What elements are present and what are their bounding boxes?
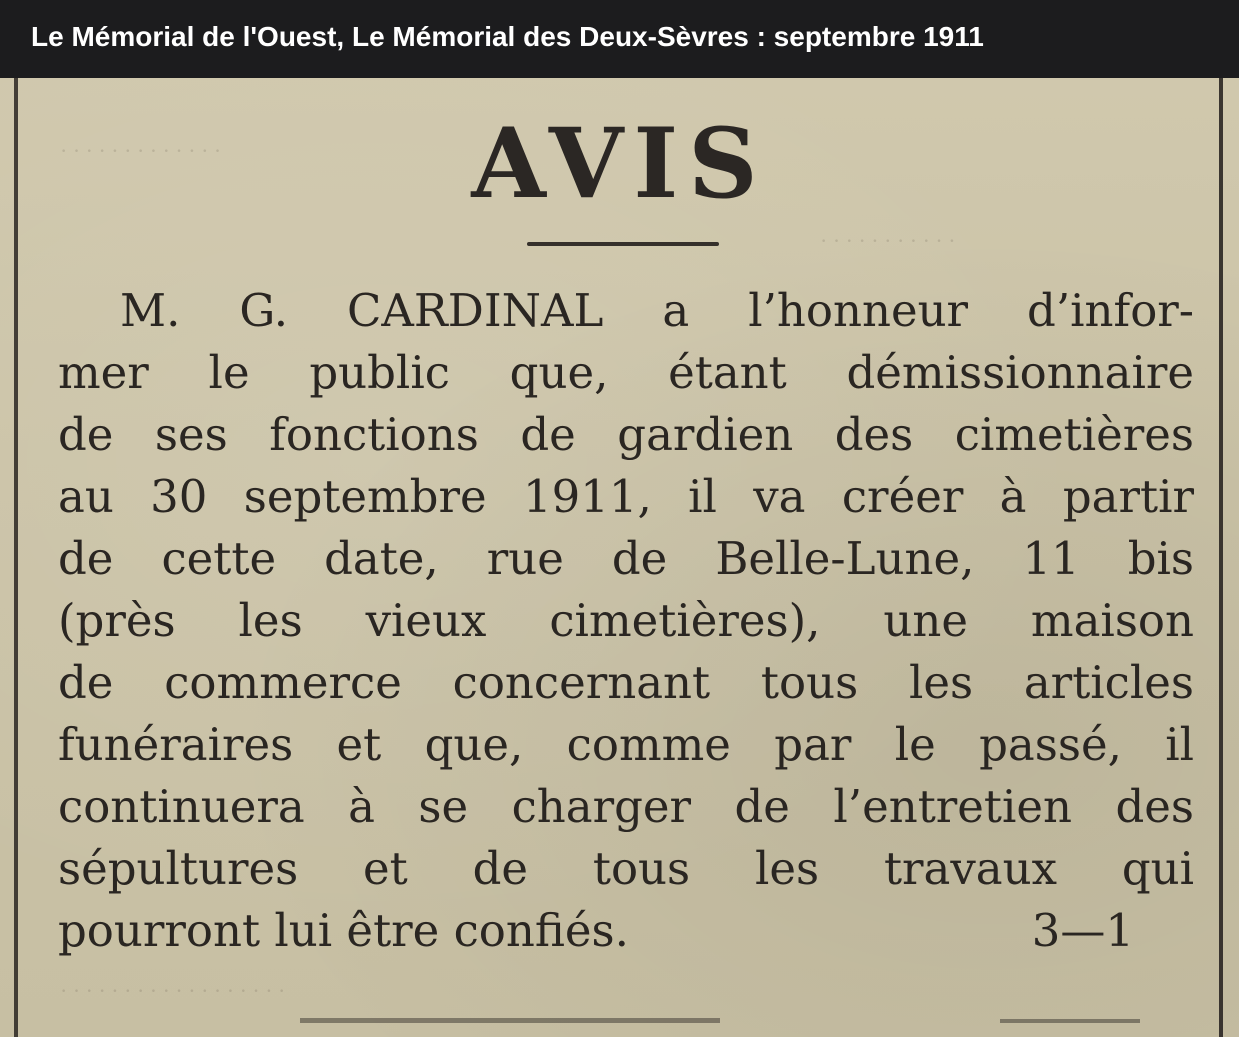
bleed-through-text: · · · · · · · · · · · · ·: [60, 138, 222, 163]
notice-line: (près les vieux cimetières), une maison: [58, 594, 1194, 647]
notice-line: sépultures et de tous les travaux qui: [58, 842, 1194, 895]
notice-line: de ses fonctions de gardien des cimetières: [58, 408, 1194, 461]
bleed-through-text: · · · · · · · · · · · · · · · · · ·: [60, 978, 286, 1003]
notice-line: de cette date, rue de Belle-Lune, 11 bis: [58, 532, 1194, 585]
notice-heading: AVIS: [471, 107, 768, 220]
notice-line: mer le public que, étant démissionnaire: [58, 346, 1194, 399]
notice-last-line: [58, 900, 1194, 962]
column-rule-left: [14, 78, 18, 1037]
bottom-divider: [300, 1018, 720, 1023]
heading-divider: [527, 242, 719, 246]
insertion-mark: 3—1: [1031, 904, 1134, 957]
bleed-through-text: · · · · · · · · · · ·: [820, 228, 956, 253]
bottom-divider: [1000, 1019, 1140, 1023]
notice-line: continuera à se charger de l’entretien des: [58, 780, 1194, 833]
notice-line: M. G. CARDINAL a l’honneur d’infor-: [120, 284, 1194, 337]
notice-closing-text: pourront lui être confiés.: [58, 904, 629, 957]
newspaper-scan: [0, 78, 1239, 1037]
notice-body: [58, 280, 1194, 962]
column-rule-right: [1219, 78, 1223, 1037]
notice-line: au 30 septembre 1911, il va créer à partir: [58, 470, 1194, 523]
notice-line: de commerce concernant tous les articles: [58, 656, 1194, 709]
window-title: Le Mémorial de l'Ouest, Le Mémorial des Deux-Sèvres : septembre 1911: [0, 0, 1239, 78]
notice-line: funéraires et que, comme par le passé, il: [58, 718, 1194, 771]
